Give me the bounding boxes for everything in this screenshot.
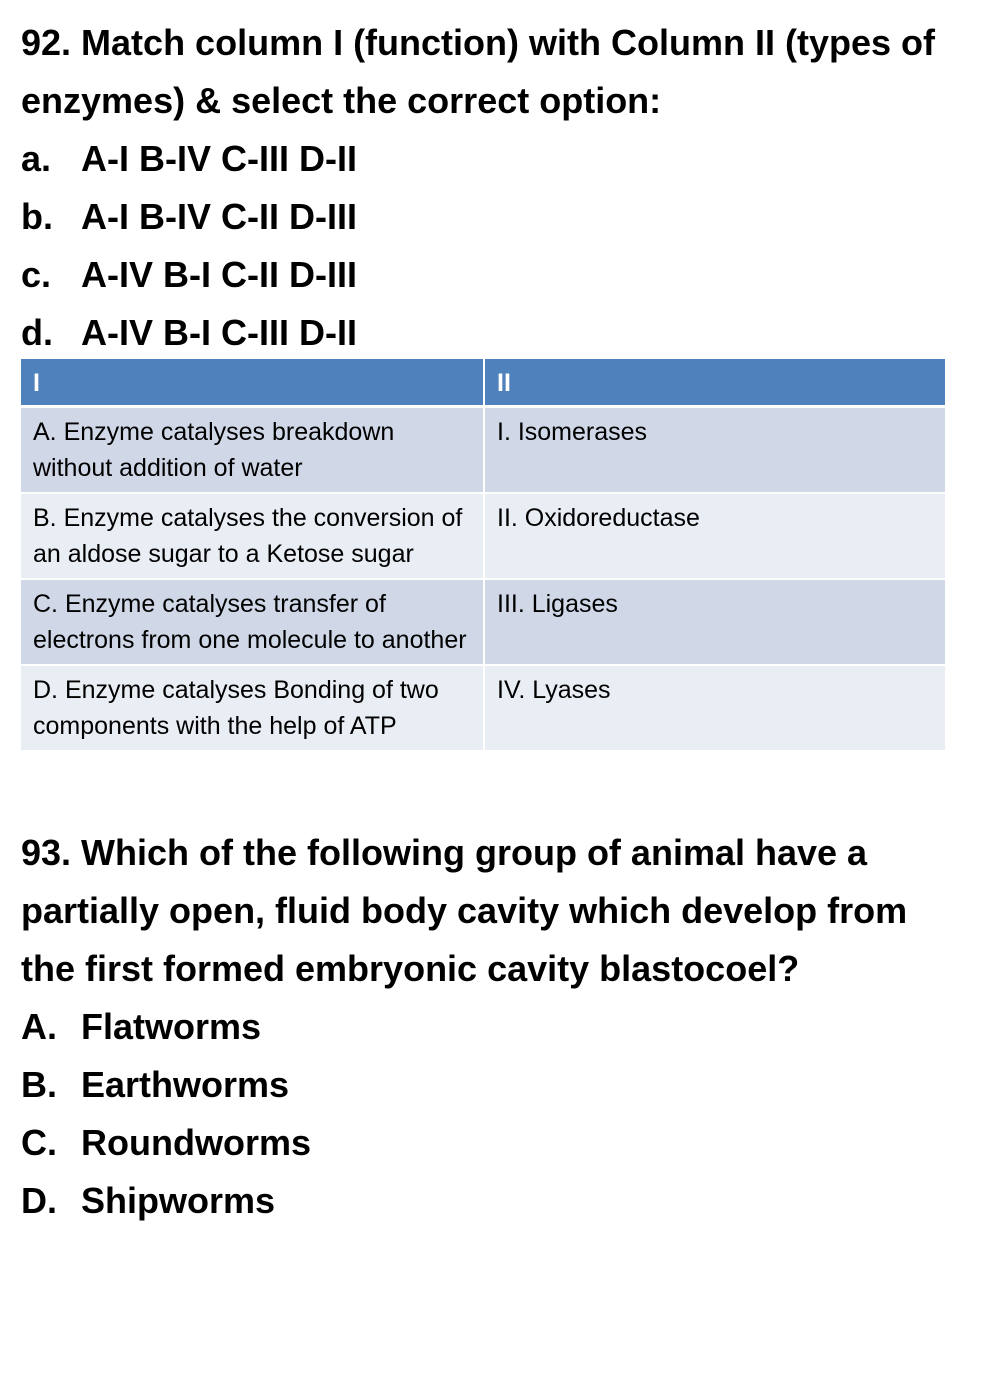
function-cell: A. Enzyme catalyses breakdown without addition of water	[21, 407, 484, 494]
option-92-b	[21, 188, 961, 246]
table-row	[21, 407, 945, 494]
option-letter: D.	[21, 1180, 57, 1221]
option-text: Shipworms	[81, 1180, 276, 1221]
option-letter: C.	[21, 1122, 57, 1163]
option-93-b	[21, 1056, 961, 1114]
option-text: A-I B-IV C-III D-II	[81, 138, 357, 179]
question-93	[21, 824, 961, 1230]
option-letter: b.	[21, 196, 53, 237]
question-92-title: 92. Match column I (function) with Column II (types of enzymes) & select the correct option:	[21, 22, 935, 121]
question-93-title: 93. Which of the following group of animal have a partially open, fluid body cavity which develop from the first formed embryonic cavity blastocoel?	[21, 832, 908, 989]
option-93-d	[21, 1172, 961, 1230]
option-letter: a.	[21, 138, 52, 179]
option-93-c	[21, 1114, 961, 1172]
enzyme-type-cell: III. Ligases	[484, 579, 945, 665]
function-cell: C. Enzyme catalyses transfer of electrons from one molecule to another	[21, 579, 484, 665]
column-header-ii: II	[484, 359, 945, 407]
table-row	[21, 665, 945, 751]
option-letter: A.	[21, 1006, 57, 1047]
option-text: A-I B-IV C-II D-III	[81, 196, 357, 237]
option-text: Roundworms	[81, 1122, 311, 1163]
question-92	[21, 14, 961, 362]
option-text: Earthworms	[81, 1064, 290, 1105]
option-93-a	[21, 998, 961, 1056]
enzyme-type-cell: II. Oxidoreductase	[484, 493, 945, 579]
option-92-c	[21, 246, 961, 304]
option-92-a	[21, 130, 961, 188]
option-letter: d.	[21, 312, 53, 353]
enzyme-type-cell: I. Isomerases	[484, 407, 945, 494]
table-row	[21, 579, 945, 665]
option-92-d	[21, 304, 961, 362]
table-header-row	[21, 359, 945, 407]
function-cell: B. Enzyme catalyses the conversion of an aldose sugar to a Ketose sugar	[21, 493, 484, 579]
function-cell: D. Enzyme catalyses Bonding of two components with the help of ATP	[21, 665, 484, 751]
option-letter: B.	[21, 1064, 57, 1105]
option-text: A-IV B-I C-III D-II	[81, 312, 357, 353]
column-header-i: I	[21, 359, 484, 407]
enzyme-type-cell: IV. Lyases	[484, 665, 945, 751]
option-letter: c.	[21, 254, 52, 295]
option-text: Flatworms	[81, 1006, 262, 1047]
option-text: A-IV B-I C-II D-III	[81, 254, 357, 295]
match-table	[21, 359, 945, 752]
table-row	[21, 493, 945, 579]
